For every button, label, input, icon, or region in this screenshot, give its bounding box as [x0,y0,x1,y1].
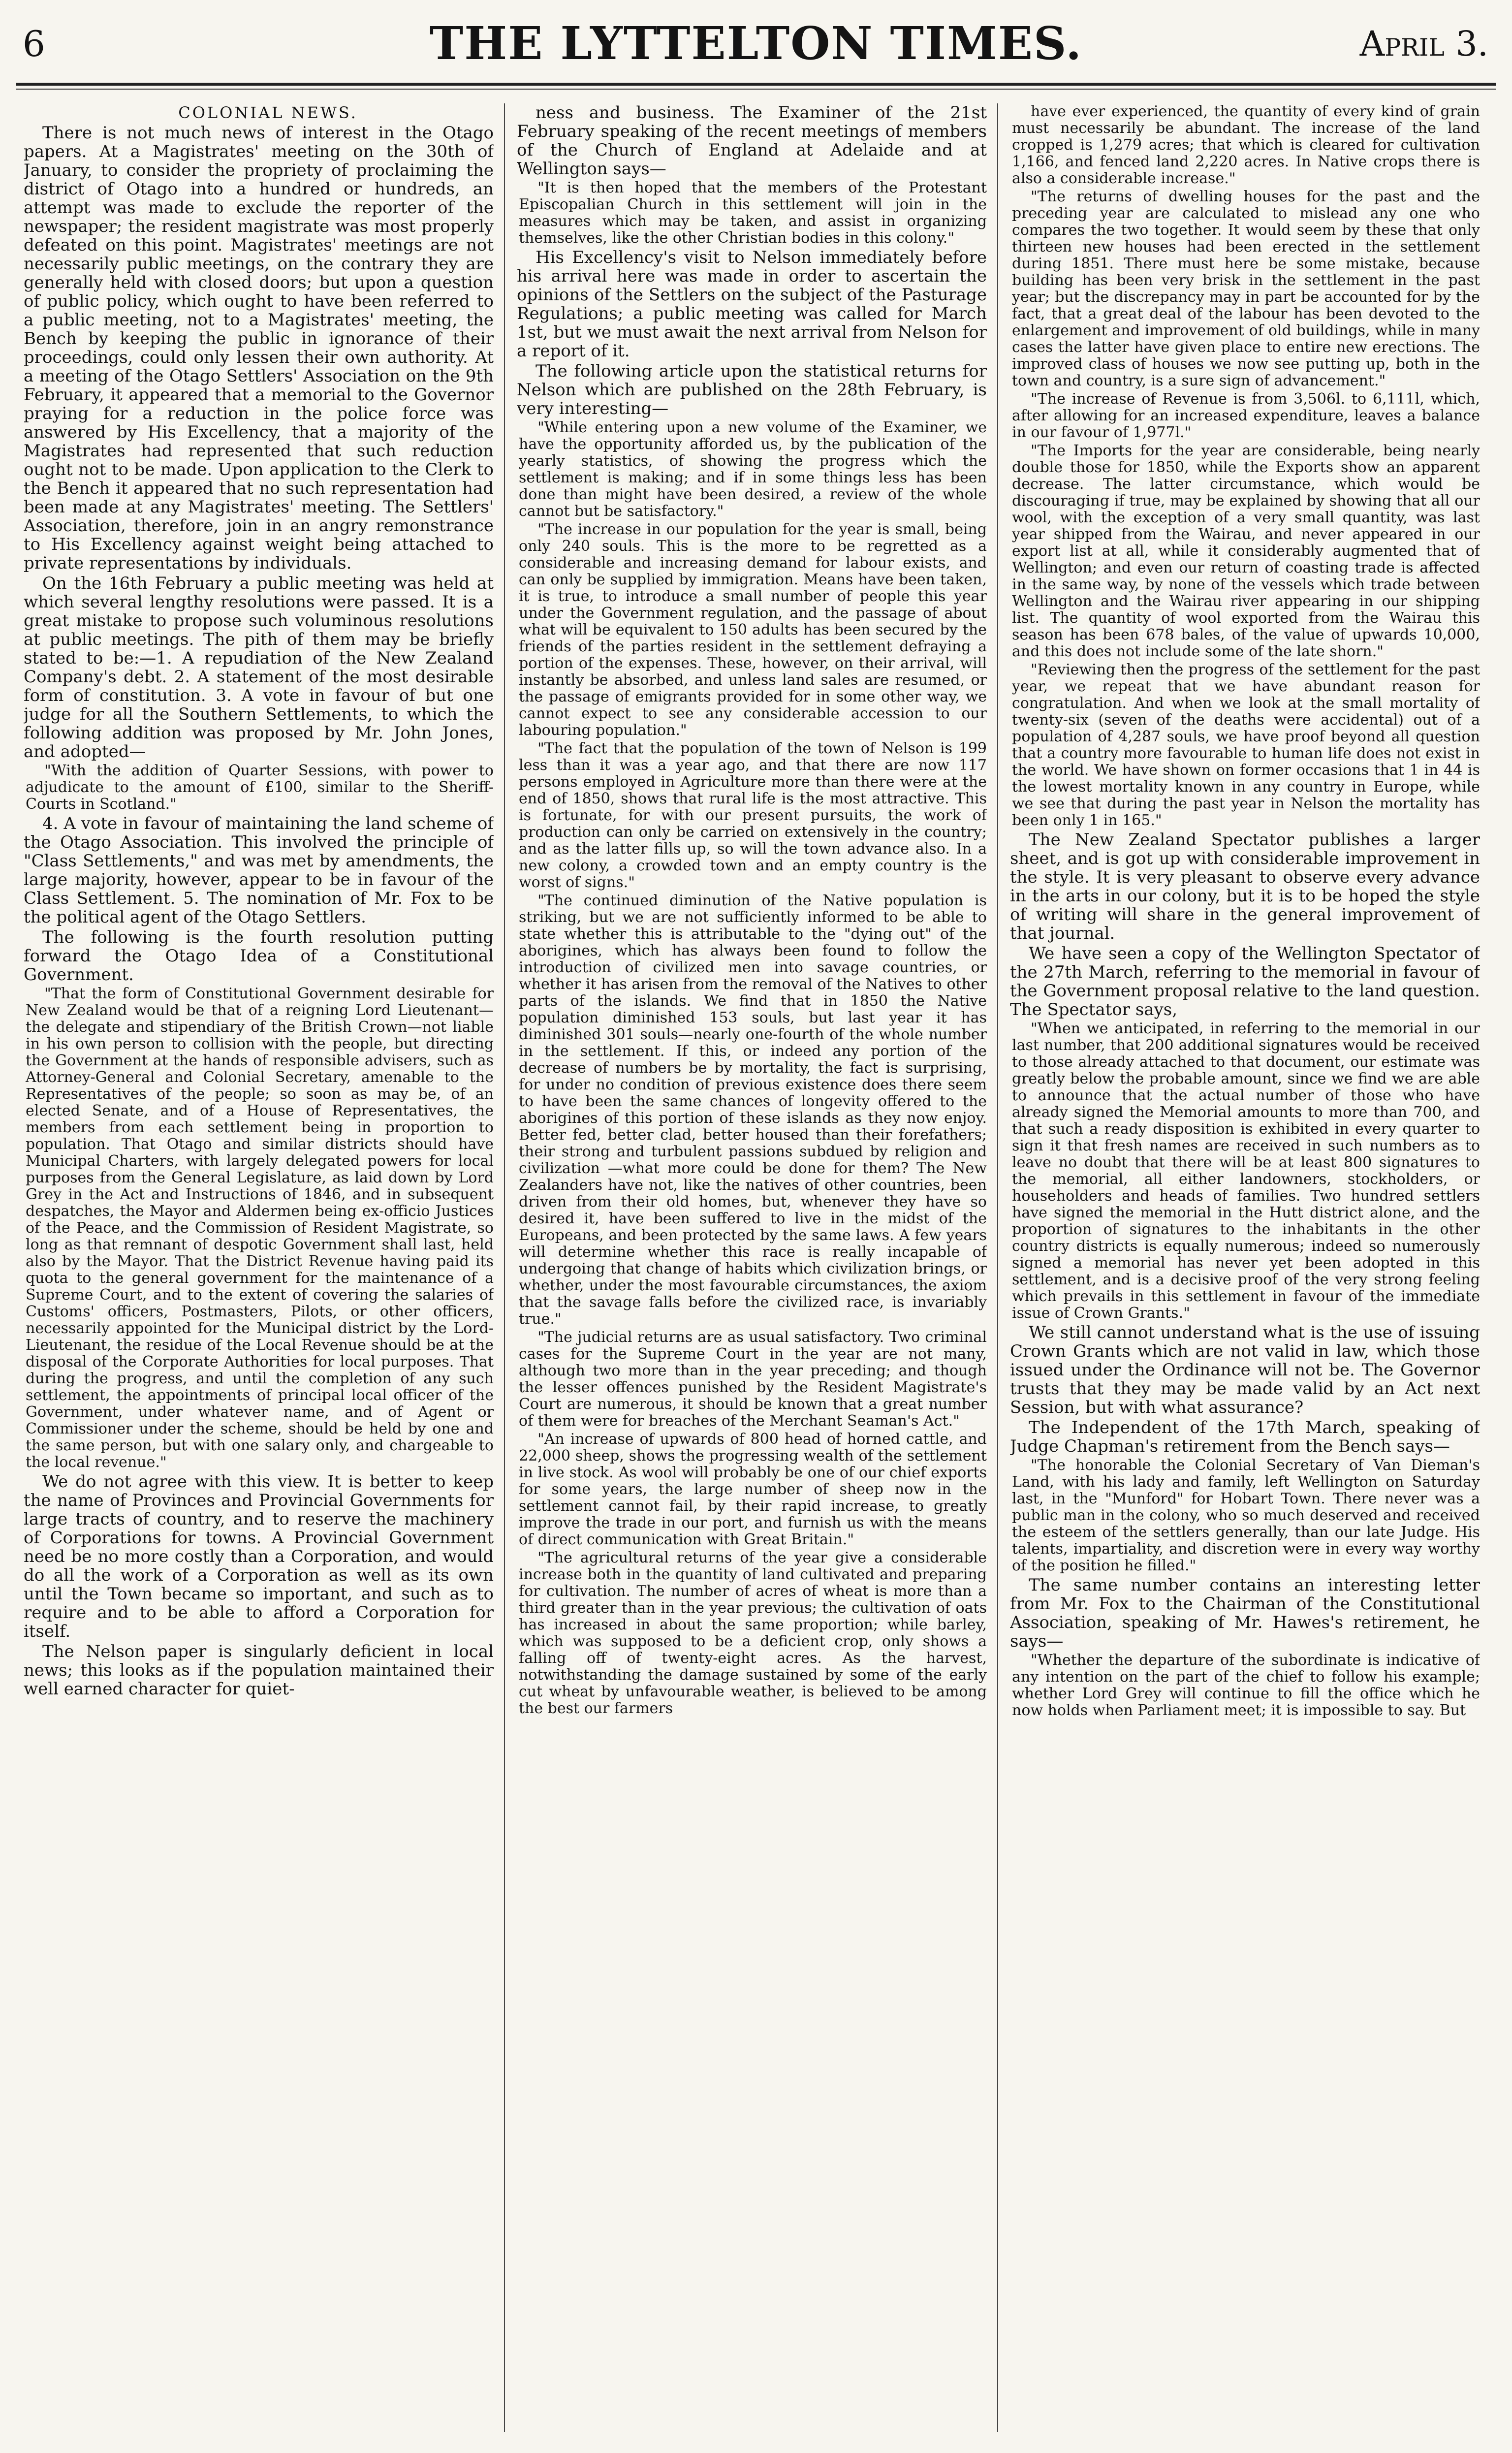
quotation: "The fact that the population of the town of Nelson is 199 less than it was a year ago, and that there are now 117 persons employed in Agriculture more than there were at the end of 1850, shows that rural life is the most attractive. This is fortunate, for with our present pursuits, the work of production can only be carried on extensively in the country; and as the latter fills up, so will the town advance also. In a new colony, a crowded town and an empty country is the worst of signs." [519,740,987,891]
column-3 [1010,103,1480,2434]
quotation: "The honorable the Colonial Secretary of Van Dieman's Land, with his lady and family, left Wellington on Saturday last, in the "Munford" for Hobart Town. There never was a public man in the colony, who so much deserved and received the esteem of the settlers generally, than our late Judge. His talents, impartiality, and discretion were in every way worthy of the position he filled." [1012,1457,1480,1574]
paragraph: The Nelson paper is singularly deficient in local news; this looks as if the population maintained their well earned character for quiet- [24,1642,494,1699]
quotation: "With the addition of Quarter Sessions, with power to adjudicate to the amount of £100, similar to the Sheriff-Courts in Scotland." [26,762,494,813]
paragraph: The following is the fourth resolution putting forward the Otago Idea of a Constitutional Government. [24,927,494,985]
masthead-rule [16,83,1496,86]
quotation: "The judicial returns are as usual satisfactory. Two criminal cases for the Supreme Court in the year are not many, although two more than in the year preceding; and though the lesser offences punished by the Resident Magistrate's Court are numerous, it should be known that a great number of them were for breaches of the Merchant Seaman's Act." [519,1329,987,1430]
paragraph: The same number contains an interesting letter from Mr. Fox to the Chairman of the Constitutional Association, speaking of Mr. Hawes's retirement, he says— [1010,1575,1480,1651]
quotation: "The increase in our population for the year is small, being only 240 souls. This is the more to be regretted as a considerable and increasing demand for labour exists, and can only be supplied by immigration. Means have been taken, it is true, to introduce a small number of people this year under the Government regulation, and the passage of about what will be equivalent to 150 adults has been secured by the friends of the parties resident in the settlement defraying a portion of the expenses. These, however, on their arrival, will instantly be absorbed, and unless land sales are resumed, or the passage of emigrants provided for in some other way, we cannot expect to see any considerable accession to our labouring population." [519,521,987,739]
newspaper-title: THE LYTTELTON TIMES. [429,17,1083,70]
quotation: "The returns of dwelling houses for the past and the preceding year are calculated to mislead any one who compares the two together. It would seem by these that only thirteen new houses had been erected in the settlement during 1851. There must here be some mistake, because building has been very brisk in the settlement in the past year; but the discrepancy may in part be accounted for by the fact, that a great deal of the labour has been devoted to the enlargement and improvement of old buildings, while in many cases the latter have given place to entire new erections. The improved class of houses we now see putting up, both in the town and country, is a sure sign of advancement." [1012,188,1480,389]
section-heading: COLONIAL NEWS. [178,103,358,122]
paragraph: ness and business. The Examiner of the 21st February speaking of the recent meetings of members of the Church of England at Adelaide and at Wellington says— [517,103,987,179]
quotation: "The agricultural returns of the year give a considerable increase both in the quantity of land cultivated and preparing for cultivation. The number of acres of wheat is more than a third greater than in the year previous; the cultivation of oats has increased in about the same proportion; while barley, which was supposed to be a deficient crop, only shows a falling off of twenty-eight acres. As the harvest, notwithstanding the damage sustained by some of the early cut wheat by unfavourable weather, is believed to be among the best our farmers [519,1549,987,1717]
issue-date: April 3. [1359,24,1488,64]
paragraph: The following article upon the statistical returns for Nelson which are published on the 28th February, is very interesting— [517,361,987,418]
quotation: "Reviewing then the progress of the settlement for the past year, we repeat that we have abundant reason for congratulation. And when we look at the small mortality of twenty-six (seven of the deaths were accidental) out of a population of 4,287 souls, we have proof beyond all question that a country more favourable to human life does not exist in the world. We have shown on former occasions that 1 in 44 is the lowest mortality known in any country in Europe, while we see that during the past year in Nelson the mortality has been only 1 in 165." [1012,661,1480,829]
paragraph: The New Zealand Spectator publishes a larger sheet, and is got up with considerable improvement in the style. It is very pleasant to observe every advance in the arts in our colony, but it is to be hoped the style of writing will share in the general improvement of that journal. [1010,830,1480,943]
paragraph: His Excellency's visit to Nelson immediately before his arrival here was made in order to ascertain the opinions of the Settlers on the subject of the Pasturage Regulations; a public meeting was called for March 1st, but we must await the next arrival from Nelson for a report of it. [517,248,987,361]
quotation: "When we anticipated, in referring to the memorial in our last number, that 200 additional signatures would be received to those already attached to that document, our estimate was greatly below the probable amount, since we find we are able to announce that the actual number of those who have already signed the Memorial amounts to more than 700, and that such a ready disposition is exhibited in every quarter to sign it that fresh names are received in such numbers as to leave no doubt that there will be at least 800 signatures to the memorial, all either landowners, stockholders, or householders and heads of families. Two hundred settlers have signed the memorial in the Hutt district alone, and the proportion of signatures to the inhabitants in the other country districts is equally numerous; indeed so numerously signed a memorial has never yet been adopted in this settlement, and is a decisive proof of the very strong feeling which prevails in this settlement in favour of the immediate issue of Crown Grants." [1012,1020,1480,1322]
paragraph: There is not much news of interest in the Otago papers. At a Magistrates' meeting on the 30th of January, to consider the propriety of proclaiming the district of Otago into a hundred or hundreds, an attempt was made to exclude the reporter of the newspaper; the resident magistrate was most properly defeated on this point. Magistrates' meetings are not necessarily public meetings, on the contrary they are generally held with closed doors; but upon a question of public policy, which ought to have been referred to a public meeting, not to a Magistrates' meeting, the Bench by keeping the public in ignorance of their proceedings, could only lessen their own authority. At a meeting of the Otago Settlers' Association on the 9th February, it appeared that a memorial to the Governor praying for a reduction in the police force was answered by His Excellency, that a majority of the Magistrates had represented that such reduction ought not to be made. Upon application to the Clerk to the Bench it appeared that no such representation had been made at any Magistrates' meeting. The Settlers' Association, therefore, join in an angry remonstrance to His Excellency against weight being attached to private representations by individuals. [24,123,494,573]
paragraph: 4. A vote in favour of maintaining the land scheme of the Otago Association. This involved the principle of "Class Settlements," and was met by amendments, the large majority, however, appear to be in favour of the Class Settlement. 5. The nomination of Mr. Fox to be the political agent of the Otago Settlers. [24,814,494,927]
quotation: "While entering upon a new volume of the Examiner, we have the opportunity afforded us, by the publication of the yearly statistics, of showing the progress which the settlement is making; and if in some things less has been done than might have been desired, a review of the whole cannot but be satisfactory." [519,419,987,520]
paragraph: We do not agree with this view. It is better to keep the name of Provinces and Provincial Governments for large tracts of country, and to reserve the machinery of Corporations for towns. A Provincial Government need be no more costly than a Corporation, and would do all the work of a Corporation as well as its own until the Town became so important, and such as to require and to be able to afford a Corporation for itself. [24,1472,494,1641]
paragraph: The Independent of the 17th March, speaking of Judge Chapman's retirement from the Bench says— [1010,1418,1480,1456]
quotation: "That the form of Constitutional Government desirable for New Zealand would be that of a reigning Lord Lieutenant—the delegate and stipendiary of the British Crown—not liable in his own person to collision with the people, but directing the Government at the hands of responsible advisers, such as Attorney-General and Colonial Secretary, amenable to the Representatives of the people; so soon as may be, of an elected Senate, and of a House of Representatives, the members from each settlement being in proportion to population. That Otago and similar districts should have Municipal Charters, with largely delegated powers for local purposes from the General Legislature, as laid down by Lord Grey in the Act and Instructions of 1846, and in subsequent despatches, the Mayor and Aldermen being ex-officio Justices of the Peace, and the Commission of Resident Magistrate, so long as that remnant of despotic Government shall last, held also by the Mayor. That the District Revenue having paid its quota to the general government for the maintenance of a Supreme Court, and to the extent of covering the salaries of Customs' officers, Postmasters, Pilots, or other officers, necessarily appointed for the Municipal district by the Lord-Lieutenant, the residue of the Local Revenue should be at the disposal of the Corporate Authorities for local purposes. That during the progress, and until the completion of any such settlement, the appointments of principal local officer of the Government, under whatever name, and of Agent or Commissioner under the scheme, should be held by one and the same person, but with one salary only, and chargeable to the local revenue." [26,985,494,1471]
quotation: have ever experienced, the quantity of every kind of grain must necessarily be abundant. The increase of the land cropped is 1,279 acres; that which is cleared for cultivation 1,166, and fenced land 2,220 acres. In Native crops there is also a considerable increase." [1012,103,1480,187]
masthead [0,0,1512,81]
page-number: 6 [23,23,45,64]
quotation: "Whether the departure of the subordinate is indicative of any intention on the part of the chief to follow his example; whether Lord Grey will continue to fill the office which he now holds when Parliament meet; it is impossible to say. But [1012,1652,1480,1719]
paragraph: We have seen a copy of the Wellington Spectator of the 27th March, referring to the memorial in favour of the Government proposal relative to the land question. The Spectator says, [1010,944,1480,1019]
paragraph: We still cannot understand what is the use of issuing Crown Grants which are not valid in law, which those issued under the Ordinance will not be. The Governor trusts that they may be made valid by an Act next Session, but with what assurance? [1010,1323,1480,1417]
column-1 [24,103,494,2434]
masthead-rule-thin [16,89,1496,90]
column-rule [997,103,998,2432]
column-rule [504,103,505,2432]
quotation: "The increase of Revenue is from 3,506l. to 6,111l, which, after allowing for an increased expenditure, leaves a balance in our favour of 1,977l." [1012,390,1480,441]
quotation: "It is then hoped that the members of the Protestant Episcopalian Church in this settlement will join in the measures which may be taken, and assist in organizing themselves, like the other Christian bodies in this colony." [519,179,987,247]
quotation: "The Imports for the year are considerable, being nearly double those for 1850, while the Exports show an apparent decrease. The latter circumstance, which would be discouraging if true, may be explained by showing that all our wool, with the exception of a very small quantity, was last year shipped from the Wairau, and never appeared in our export list at all, while it considerably augmented that of Wellington; and even our return of coasting trade is affected in the same way, by none of the vessels which trade between Wellington and the Wairau river appearing in our shipping list. The quantity of wool exported from the Wairau this season has been 678 bales, of the value of upwards 10,000, and this does not include some of the late shorn." [1012,442,1480,660]
paragraph: On the 16th February a public meeting was held at which several lengthy resolutions were passed. It is a great mistake to propose such voluminous resolutions at public meetings. The pith of them may be briefly stated to be:—1. A repudiation of the New Zealand Company's debt. 2. A statement of the most desirable form of constitution. 3. A vote in favour of but one judge for all the Southern Settlements, to which the following addition was proposed by Mr. John Jones, and adopted— [24,573,494,762]
column-2 [517,103,987,2434]
quotation: "An increase of upwards of 800 head of horned cattle, and 22,000 sheep, shows the progressing wealth of the settlement in live stock. As wool will probably be one of our chief exports for some years, the large number of sheep now in the settlement cannot fail, by their rapid increase, to greatly improve the trade in our port, and furnish us with the means of direct communication with Great Britain." [519,1431,987,1548]
quotation: "The continued diminution of the Native population is striking, but we are not sufficiently informed to be able to state whether this is attributable to the "dying out" of the aborigines, which has always been found to follow the introduction of civilized men into savage countries, or whether it has arisen from the removal of the Natives to other parts of the islands. We find that in 1850 the Native population diminished 153 souls, but last year it has diminished 301 souls—nearly one-fourth of the whole number in the settlement. If this, or indeed any portion of the decrease of numbers be by mortality, the fact is surprising, for under no condition of previous existence does there seem to have been the same chances of longevity offered to the aborigines of this portion of these islands as they now enjoy. Better fed, better clad, better housed than their forefathers; their strong and turbulent passions subdued by religion and civilization —what more could be done for them? The New Zealanders have not, like the natives of other countries, been driven from their old homes, but, whenever they have so desired it, have been suffered to live in the midst of the Europeans, and been protected by the same laws. A few years will determine whether this race is really incapable of undergoing that change of habits which civilization brings, or whether, under the most favourable circumstances, the axiom that the savage falls before the civilized race, is invariably true." [519,892,987,1328]
